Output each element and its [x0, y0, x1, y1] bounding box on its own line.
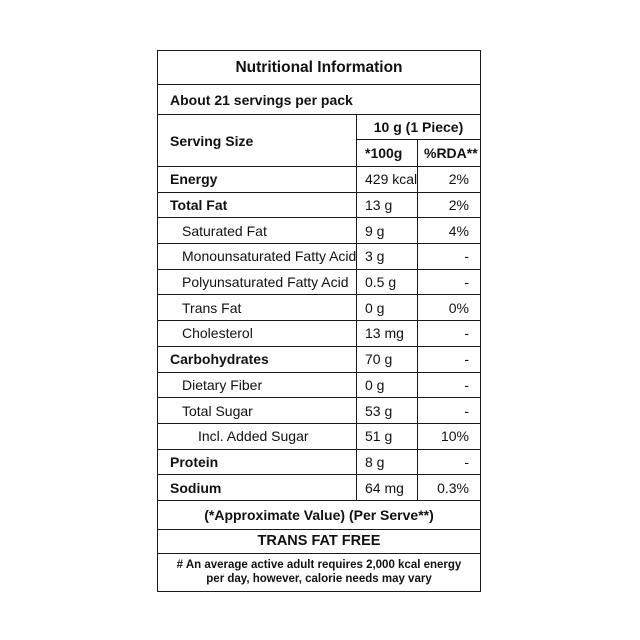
- trans-fat-free: TRANS FAT FREE: [257, 533, 381, 550]
- nutrient-row-protein: [158, 450, 480, 476]
- nutrient-value: 0.5 g: [357, 270, 418, 295]
- nutrient-value: 70 g: [357, 347, 418, 372]
- nutrient-rda: 0.3%: [437, 479, 469, 496]
- nutrient-name: Total Sugar: [158, 398, 357, 423]
- trans-fat-free-row: [158, 530, 480, 554]
- nutrient-name: Polyunsaturated Fatty Acid: [158, 270, 357, 295]
- column-header-per100: *100g: [357, 140, 418, 166]
- nutrient-rda: 10%: [440, 428, 469, 445]
- footnote-line-2: per day, however, calorie needs may vary: [206, 573, 432, 586]
- nutrient-name: Cholesterol: [158, 321, 357, 346]
- nutrient-value: 53 g: [357, 398, 418, 423]
- nutrient-name: Sodium: [158, 475, 357, 500]
- nutrition-label: [157, 50, 481, 592]
- nutrient-row-cholesterol: [158, 321, 480, 347]
- nutrient-name: Monounsaturated Fatty Acid: [158, 244, 357, 269]
- nutrient-name: Total Fat: [158, 193, 357, 218]
- approx-note-row: [158, 501, 480, 530]
- nutrient-row-sodium: [158, 475, 480, 501]
- nutrient-rda: -: [464, 274, 469, 291]
- nutrient-value: 0 g: [357, 295, 418, 320]
- nutrient-row-saturated-fat: [158, 218, 480, 244]
- servings-per-pack: About 21 servings per pack: [170, 91, 353, 108]
- nutrient-value: 8 g: [357, 450, 418, 475]
- nutrient-value: 64 mg: [357, 475, 418, 500]
- nutrient-name: Energy: [158, 167, 357, 192]
- nutrient-row-carbohydrates: [158, 347, 480, 373]
- nutrient-rda: -: [464, 453, 469, 470]
- serving-size-columns: [357, 115, 480, 166]
- nutrient-name: Incl. Added Sugar: [158, 424, 357, 449]
- nutrient-rda: -: [464, 402, 469, 419]
- column-headers: [357, 140, 480, 166]
- nutrient-row-total-sugar: [158, 398, 480, 424]
- nutrient-row-polyunsaturated: [158, 270, 480, 296]
- serving-size-row: [158, 115, 480, 167]
- nutrient-rda: -: [464, 325, 469, 342]
- nutrient-rda: -: [464, 376, 469, 393]
- footnote-line-1: # An average active adult requires 2,000 kcal energy: [176, 559, 462, 572]
- nutrient-row-added-sugar: [158, 424, 480, 450]
- footnote-row: [158, 554, 480, 591]
- nutrient-rda: 4%: [448, 222, 469, 239]
- nutrient-row-trans-fat: [158, 295, 480, 321]
- nutrient-rda: -: [464, 248, 469, 265]
- column-header-rda: %RDA**: [424, 145, 478, 161]
- nutrient-value: 9 g: [357, 218, 418, 243]
- nutrient-name: Trans Fat: [158, 295, 357, 320]
- nutrient-name: Protein: [158, 450, 357, 475]
- nutrient-row-total-fat: [158, 193, 480, 219]
- nutrient-value: 0 g: [357, 373, 418, 398]
- nutrient-value: 13 g: [357, 193, 418, 218]
- nutrient-value: 3 g: [357, 244, 418, 269]
- nutrient-rda: -: [464, 351, 469, 368]
- label-title-row: [158, 51, 480, 85]
- serving-size-value: 10 g (1 Piece): [357, 115, 480, 140]
- nutrient-value: 13 mg: [357, 321, 418, 346]
- nutrient-name: Saturated Fat: [158, 218, 357, 243]
- serving-size-label: Serving Size: [158, 115, 357, 166]
- servings-row: [158, 85, 480, 115]
- nutrient-name: Dietary Fiber: [158, 373, 357, 398]
- nutrient-value: 429 kcal: [357, 167, 418, 192]
- nutrient-row-dietary-fiber: [158, 373, 480, 399]
- nutrient-rda: 2%: [448, 171, 469, 188]
- nutrient-value: 51 g: [357, 424, 418, 449]
- nutrient-row-energy: [158, 167, 480, 193]
- nutrient-rda: 2%: [448, 197, 469, 214]
- label-title: Nutritional Information: [235, 58, 403, 76]
- approx-note: (*Approximate Value) (Per Serve**): [204, 506, 434, 523]
- nutrient-row-monounsaturated: [158, 244, 480, 270]
- nutrient-name: Carbohydrates: [158, 347, 357, 372]
- nutrient-rda: 0%: [448, 299, 469, 316]
